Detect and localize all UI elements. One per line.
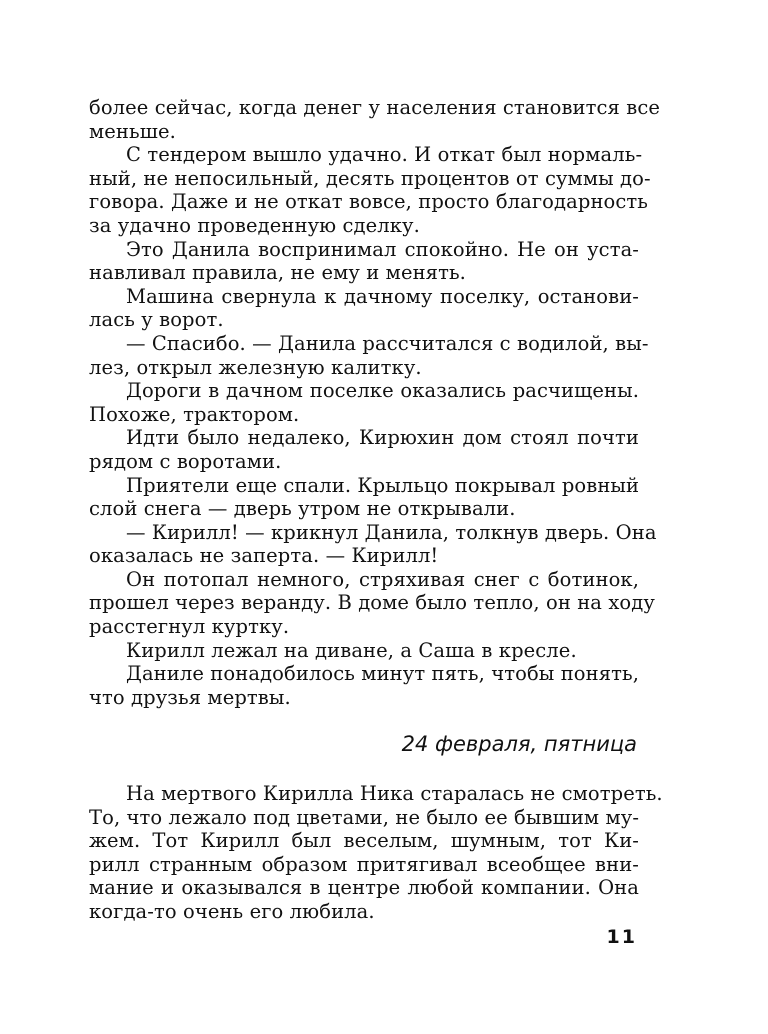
- text-line: когда-то очень его любила.: [89, 899, 375, 923]
- text-line: Кирилл лежал на диване, а Саша в кресле.: [126, 638, 577, 662]
- text-line: Похоже, трактором.: [89, 402, 300, 426]
- text-line: за удачно проведенную сделку.: [89, 213, 420, 237]
- text-line: расстегнул куртку.: [89, 615, 290, 639]
- text-line: — Спасибо. — Данила рассчитался с водилой, вы-: [126, 331, 649, 355]
- text-line: прошел через веранду. В доме было тепло, он на ходу: [89, 591, 655, 615]
- text-line: Дороги в дачном поселке оказались расчищены.: [126, 379, 639, 403]
- text-line: навливал правила, не ему и менять.: [89, 261, 466, 285]
- text-line: меньше.: [89, 119, 176, 143]
- text-line: — Кирилл! — крикнул Данила, толкнув дверь. Она: [126, 520, 657, 544]
- text-line: Машина свернула к дачному поселку, останови-: [126, 284, 639, 308]
- text-line: жем. Тот Кирилл был веселым, шумным, тот Ки-: [89, 829, 639, 853]
- text-line: рилл странным образом притягивал всеобщее вни-: [89, 852, 639, 876]
- text-block-bottom: [89, 782, 663, 924]
- text-line: что друзья мертвы.: [89, 685, 291, 709]
- text-line: ный, не непосильный, десять процентов от суммы до-: [89, 166, 651, 190]
- text-line: рядом с воротами.: [89, 449, 282, 473]
- page-number: 11: [606, 926, 637, 948]
- text-line: Это Данила воспринимал спокойно. Не он уста-: [126, 237, 639, 261]
- text-line: лез, открыл железную калитку.: [89, 355, 422, 379]
- text-line: мание и оказывался в центре любой компании. Она: [89, 876, 639, 900]
- chapter-date-heading: 24 февраля, пятница: [401, 732, 637, 756]
- text-line: говора. Даже и не откат вовсе, просто благодарность: [89, 190, 649, 214]
- text-line: То, что лежало под цветами, не было ее бывшим му-: [89, 805, 640, 829]
- text-line: Даниле понадобилось минут пять, чтобы понять,: [126, 662, 640, 686]
- text-line: Он потопал немного, стряхивая снег с ботинок,: [126, 567, 639, 591]
- text-line: Приятели еще спали. Крыльцо покрывал ровный: [126, 473, 640, 497]
- text-line: более сейчас, когда денег у населения становится все: [89, 96, 660, 119]
- text-line: лась у ворот.: [89, 308, 224, 332]
- text-line: Идти было недалеко, Кирюхин дом стоял почти: [126, 426, 639, 450]
- text-line: слой снега — дверь утром не открывали.: [89, 497, 516, 521]
- text-line: С тендером вышло удачно. И откат был нормаль-: [126, 143, 643, 167]
- text-block-top: [89, 96, 660, 709]
- text-line: На мертвого Кирилла Ника старалась не смотреть.: [126, 782, 663, 805]
- text-line: оказалась не заперта. — Кирилл!: [89, 544, 439, 568]
